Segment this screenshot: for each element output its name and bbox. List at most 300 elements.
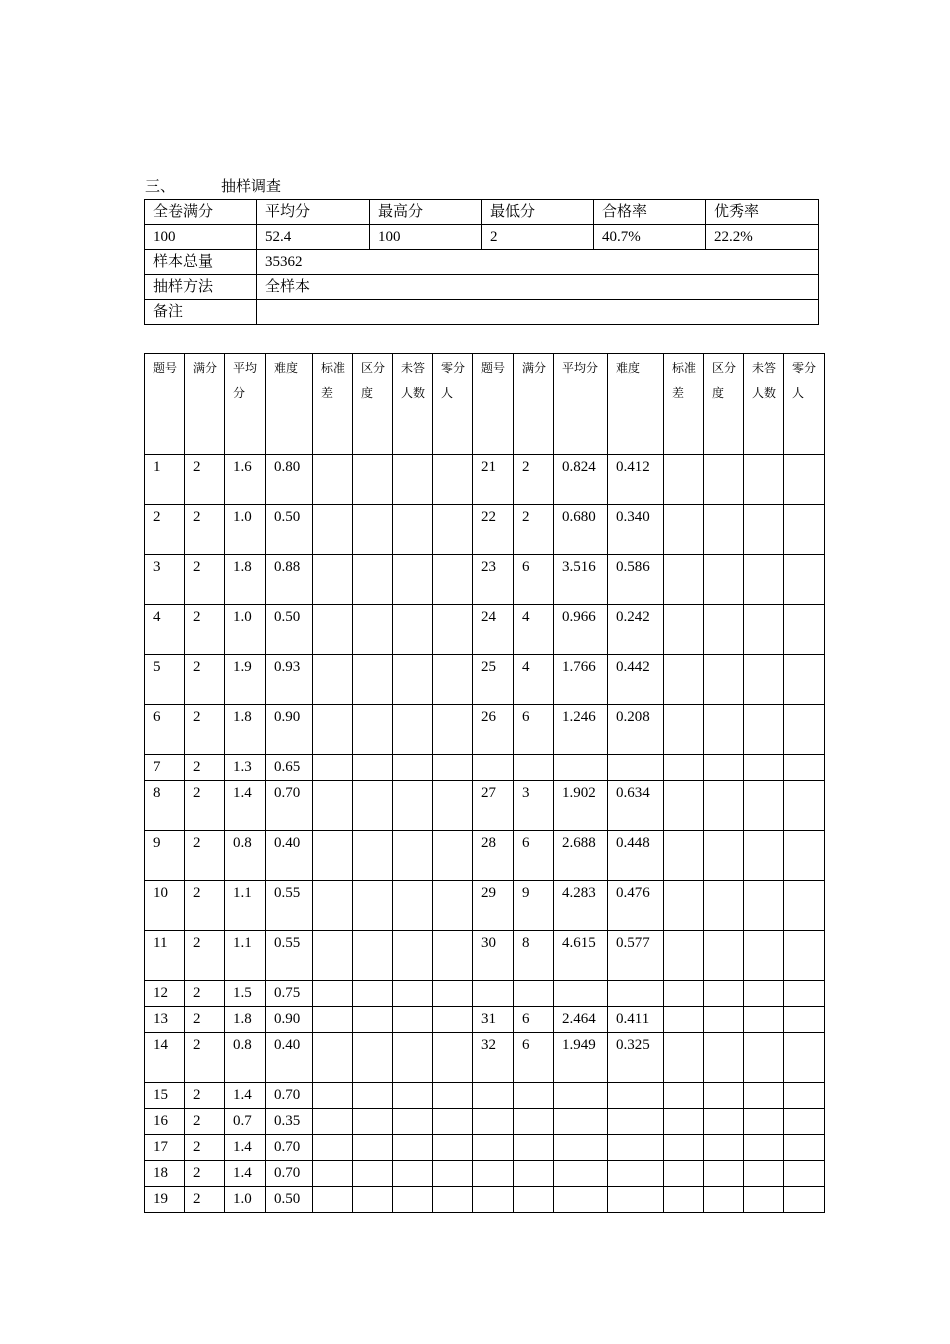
table-cell <box>664 655 704 705</box>
remarks-value <box>257 300 819 325</box>
table-cell: 10 <box>145 881 185 931</box>
table-cell <box>393 1007 433 1033</box>
table-cell <box>353 505 393 555</box>
detail-header-cell: 零分人 <box>433 354 473 455</box>
table-cell <box>393 1033 433 1083</box>
table-cell <box>664 881 704 931</box>
table-cell: 2 <box>185 931 225 981</box>
table-cell <box>393 755 433 781</box>
table-cell: 2 <box>185 1135 225 1161</box>
table-cell <box>313 881 353 931</box>
table-cell <box>784 1135 825 1161</box>
table-cell <box>704 831 744 881</box>
table-cell: 1.4 <box>225 781 266 831</box>
table-cell: 2 <box>514 505 554 555</box>
table-cell <box>784 1161 825 1187</box>
table-cell: 0.476 <box>608 881 664 931</box>
summary-value-cell: 100 <box>145 225 257 250</box>
table-row <box>145 705 825 755</box>
detail-header-cell: 区分度 <box>353 354 393 455</box>
detail-header-cell: 难度 <box>266 354 313 455</box>
table-cell <box>744 705 784 755</box>
table-cell <box>313 1083 353 1109</box>
table-cell <box>784 1007 825 1033</box>
table-cell <box>744 605 784 655</box>
table-cell <box>514 1083 554 1109</box>
sampling-method-value: 全样本 <box>257 275 819 300</box>
table-cell: 0.93 <box>266 655 313 705</box>
section-heading <box>145 177 281 197</box>
table-cell: 1.5 <box>225 981 266 1007</box>
table-cell <box>353 455 393 505</box>
table-cell: 1.902 <box>554 781 608 831</box>
table-cell <box>313 605 353 655</box>
detail-header-cell: 平均分 <box>225 354 266 455</box>
table-cell <box>704 455 744 505</box>
table-cell <box>433 981 473 1007</box>
table-cell <box>313 505 353 555</box>
table-cell: 12 <box>145 981 185 1007</box>
table-cell <box>433 781 473 831</box>
table-cell: 17 <box>145 1135 185 1161</box>
table-cell <box>554 1083 608 1109</box>
table-cell <box>784 881 825 931</box>
table-cell: 0.70 <box>266 1083 313 1109</box>
table-cell: 2 <box>185 1007 225 1033</box>
section-title: 抽样调查 <box>221 179 282 195</box>
table-cell: 4 <box>145 605 185 655</box>
table-cell: 4.615 <box>554 931 608 981</box>
sample-size-row <box>145 250 819 275</box>
table-row <box>145 1161 825 1187</box>
table-cell <box>313 755 353 781</box>
table-cell: 0.50 <box>266 505 313 555</box>
table-cell: 0.586 <box>608 555 664 605</box>
table-cell <box>744 1033 784 1083</box>
table-cell: 3.516 <box>554 555 608 605</box>
summary-value-cell: 52.4 <box>257 225 370 250</box>
table-cell <box>433 1161 473 1187</box>
table-cell: 30 <box>473 931 514 981</box>
table-cell <box>353 705 393 755</box>
table-cell <box>784 781 825 831</box>
table-cell <box>664 1083 704 1109</box>
table-cell: 1.1 <box>225 881 266 931</box>
table-cell: 0.50 <box>266 1187 313 1213</box>
table-cell <box>313 931 353 981</box>
table-cell: 4.283 <box>554 881 608 931</box>
table-cell: 6 <box>145 705 185 755</box>
table-row <box>145 605 825 655</box>
table-cell <box>313 455 353 505</box>
table-cell: 0.88 <box>266 555 313 605</box>
table-cell <box>608 981 664 1007</box>
table-cell <box>313 1187 353 1213</box>
table-cell: 2 <box>185 1083 225 1109</box>
table-cell: 7 <box>145 755 185 781</box>
table-cell: 6 <box>514 1007 554 1033</box>
sample-size-label: 样本总量 <box>145 250 257 275</box>
table-cell: 26 <box>473 705 514 755</box>
table-cell <box>393 931 433 981</box>
table-cell: 2 <box>185 1033 225 1083</box>
table-cell <box>313 655 353 705</box>
table-cell <box>608 1135 664 1161</box>
table-cell: 0.8 <box>225 831 266 881</box>
table-cell: 0.70 <box>266 1135 313 1161</box>
table-cell <box>664 455 704 505</box>
table-cell <box>704 1187 744 1213</box>
table-cell <box>473 981 514 1007</box>
table-cell <box>353 755 393 781</box>
table-cell <box>608 755 664 781</box>
remarks-label: 备注 <box>145 300 257 325</box>
table-cell <box>664 705 704 755</box>
table-cell <box>784 1033 825 1083</box>
table-cell: 0.577 <box>608 931 664 981</box>
section-number: 三、 <box>145 179 176 195</box>
table-cell <box>664 1161 704 1187</box>
table-cell <box>353 1109 393 1135</box>
table-cell <box>704 1007 744 1033</box>
table-cell: 4 <box>514 605 554 655</box>
table-cell <box>704 1135 744 1161</box>
table-cell <box>744 505 784 555</box>
table-cell: 16 <box>145 1109 185 1135</box>
table-cell <box>514 981 554 1007</box>
table-cell <box>433 655 473 705</box>
table-cell: 8 <box>145 781 185 831</box>
table-cell: 1.0 <box>225 1187 266 1213</box>
table-cell <box>473 1187 514 1213</box>
table-cell: 2 <box>514 455 554 505</box>
table-cell <box>353 831 393 881</box>
table-cell: 1 <box>145 455 185 505</box>
table-cell <box>608 1109 664 1135</box>
table-cell: 0.412 <box>608 455 664 505</box>
table-cell <box>744 931 784 981</box>
table-cell <box>744 1109 784 1135</box>
table-cell <box>704 555 744 605</box>
table-cell <box>313 781 353 831</box>
summary-header-cell: 全卷满分 <box>145 200 257 225</box>
table-cell: 1.8 <box>225 555 266 605</box>
summary-value-cell: 100 <box>370 225 482 250</box>
table-cell: 1.4 <box>225 1083 266 1109</box>
table-cell <box>784 1187 825 1213</box>
detail-header-row <box>145 354 825 455</box>
table-cell <box>353 1083 393 1109</box>
table-cell <box>744 1161 784 1187</box>
table-cell: 15 <box>145 1083 185 1109</box>
table-cell <box>554 1135 608 1161</box>
detail-header-cell: 满分 <box>514 354 554 455</box>
table-cell: 28 <box>473 831 514 881</box>
table-cell <box>784 1109 825 1135</box>
table-cell <box>313 1135 353 1161</box>
table-cell: 0.7 <box>225 1109 266 1135</box>
sampling-method-row <box>145 275 819 300</box>
table-cell <box>433 881 473 931</box>
table-cell <box>744 781 784 831</box>
table-cell: 1.1 <box>225 931 266 981</box>
table-cell <box>784 505 825 555</box>
table-cell <box>554 1187 608 1213</box>
table-row <box>145 931 825 981</box>
table-cell <box>704 1109 744 1135</box>
table-cell <box>608 1083 664 1109</box>
table-cell <box>433 1007 473 1033</box>
table-cell <box>744 831 784 881</box>
table-cell <box>704 655 744 705</box>
table-cell: 2 <box>185 1187 225 1213</box>
table-cell: 2 <box>185 1161 225 1187</box>
table-cell <box>744 455 784 505</box>
table-cell <box>664 981 704 1007</box>
table-cell <box>514 1187 554 1213</box>
table-cell: 0.90 <box>266 705 313 755</box>
table-cell <box>433 1135 473 1161</box>
table-cell: 1.6 <box>225 455 266 505</box>
table-cell: 2 <box>185 1109 225 1135</box>
table-cell <box>353 931 393 981</box>
table-row <box>145 755 825 781</box>
table-cell <box>393 705 433 755</box>
table-cell: 5 <box>145 655 185 705</box>
table-cell: 1.246 <box>554 705 608 755</box>
summary-header-cell: 优秀率 <box>706 200 819 225</box>
table-cell: 0.70 <box>266 1161 313 1187</box>
table-cell <box>664 555 704 605</box>
table-cell <box>664 781 704 831</box>
table-cell <box>473 1161 514 1187</box>
table-cell: 0.448 <box>608 831 664 881</box>
table-cell <box>704 1083 744 1109</box>
detail-header-cell: 标准差 <box>664 354 704 455</box>
table-cell: 2 <box>185 781 225 831</box>
table-cell: 1.8 <box>225 705 266 755</box>
table-cell <box>784 555 825 605</box>
table-cell <box>353 1161 393 1187</box>
table-row <box>145 1033 825 1083</box>
summary-value-cell: 40.7% <box>594 225 706 250</box>
table-cell: 2 <box>145 505 185 555</box>
table-cell <box>353 781 393 831</box>
table-cell <box>393 1083 433 1109</box>
table-cell <box>664 931 704 981</box>
table-cell <box>353 1007 393 1033</box>
detail-header-cell: 零分人 <box>784 354 825 455</box>
table-cell: 1.3 <box>225 755 266 781</box>
table-cell: 2 <box>185 605 225 655</box>
table-cell <box>704 505 744 555</box>
table-cell: 22 <box>473 505 514 555</box>
table-cell: 6 <box>514 1033 554 1083</box>
table-cell: 0.966 <box>554 605 608 655</box>
table-cell <box>784 655 825 705</box>
table-cell <box>393 1187 433 1213</box>
table-cell: 0.680 <box>554 505 608 555</box>
table-cell <box>704 755 744 781</box>
table-cell <box>353 1135 393 1161</box>
table-cell <box>784 705 825 755</box>
table-cell: 0.40 <box>266 831 313 881</box>
table-cell <box>704 981 744 1007</box>
table-cell: 2.688 <box>554 831 608 881</box>
table-cell <box>433 555 473 605</box>
table-cell: 3 <box>145 555 185 605</box>
table-cell <box>744 1187 784 1213</box>
table-cell <box>744 1135 784 1161</box>
table-row <box>145 555 825 605</box>
table-row <box>145 505 825 555</box>
table-cell <box>433 1187 473 1213</box>
table-cell: 0.442 <box>608 655 664 705</box>
table-cell <box>313 831 353 881</box>
detail-header-cell: 平均分 <box>554 354 608 455</box>
detail-header-cell: 未答人数 <box>744 354 784 455</box>
table-cell: 18 <box>145 1161 185 1187</box>
table-cell: 6 <box>514 831 554 881</box>
table-row <box>145 1109 825 1135</box>
table-cell <box>784 831 825 881</box>
table-cell <box>433 1083 473 1109</box>
table-cell: 2 <box>185 455 225 505</box>
table-cell <box>704 1161 744 1187</box>
table-cell <box>664 1033 704 1083</box>
table-cell <box>514 1161 554 1187</box>
table-cell: 2 <box>185 705 225 755</box>
table-cell <box>433 755 473 781</box>
detail-header-cell: 满分 <box>185 354 225 455</box>
table-cell: 13 <box>145 1007 185 1033</box>
table-cell <box>784 455 825 505</box>
table-cell: 0.340 <box>608 505 664 555</box>
table-cell <box>784 605 825 655</box>
table-row <box>145 831 825 881</box>
table-cell <box>554 981 608 1007</box>
table-cell <box>784 755 825 781</box>
table-cell: 2 <box>185 881 225 931</box>
table-cell: 2 <box>185 831 225 881</box>
summary-header-row <box>145 200 819 225</box>
table-cell <box>393 655 433 705</box>
table-cell: 8 <box>514 931 554 981</box>
table-cell: 0.55 <box>266 931 313 981</box>
table-cell: 0.242 <box>608 605 664 655</box>
table-cell: 31 <box>473 1007 514 1033</box>
table-cell <box>433 831 473 881</box>
table-cell: 0.75 <box>266 981 313 1007</box>
table-cell <box>744 655 784 705</box>
table-cell <box>433 931 473 981</box>
table-cell: 2 <box>185 555 225 605</box>
table-cell: 0.8 <box>225 1033 266 1083</box>
table-cell <box>704 605 744 655</box>
table-cell: 25 <box>473 655 514 705</box>
remarks-row <box>145 300 819 325</box>
table-cell <box>664 505 704 555</box>
table-row <box>145 655 825 705</box>
summary-header-cell: 合格率 <box>594 200 706 225</box>
table-cell <box>313 1161 353 1187</box>
table-cell <box>393 1161 433 1187</box>
table-cell: 1.0 <box>225 605 266 655</box>
table-cell <box>473 755 514 781</box>
table-cell <box>433 505 473 555</box>
table-cell: 1.766 <box>554 655 608 705</box>
table-cell: 0.90 <box>266 1007 313 1033</box>
table-cell: 0.35 <box>266 1109 313 1135</box>
table-cell <box>744 1007 784 1033</box>
table-cell: 0.40 <box>266 1033 313 1083</box>
table-cell <box>784 1083 825 1109</box>
table-cell <box>353 655 393 705</box>
table-cell: 6 <box>514 705 554 755</box>
table-cell: 0.824 <box>554 455 608 505</box>
table-cell: 0.55 <box>266 881 313 931</box>
table-row <box>145 1007 825 1033</box>
table-cell <box>608 1187 664 1213</box>
table-cell <box>744 981 784 1007</box>
table-cell <box>393 455 433 505</box>
table-cell <box>353 881 393 931</box>
table-cell: 4 <box>514 655 554 705</box>
table-cell <box>554 1161 608 1187</box>
table-cell: 14 <box>145 1033 185 1083</box>
detail-header-cell: 未答人数 <box>393 354 433 455</box>
table-cell <box>433 705 473 755</box>
table-cell: 1.9 <box>225 655 266 705</box>
table-cell: 2 <box>185 505 225 555</box>
detail-header-cell: 区分度 <box>704 354 744 455</box>
table-row <box>145 1135 825 1161</box>
table-cell: 1.0 <box>225 505 266 555</box>
table-row <box>145 981 825 1007</box>
table-cell <box>608 1161 664 1187</box>
table-cell <box>393 981 433 1007</box>
table-cell <box>313 1109 353 1135</box>
table-cell <box>393 1109 433 1135</box>
table-row <box>145 781 825 831</box>
table-cell <box>704 705 744 755</box>
table-cell: 2.464 <box>554 1007 608 1033</box>
table-cell: 0.65 <box>266 755 313 781</box>
summary-value-row <box>145 225 819 250</box>
table-cell <box>704 931 744 981</box>
table-cell: 0.80 <box>266 455 313 505</box>
table-cell <box>784 981 825 1007</box>
table-cell <box>704 781 744 831</box>
table-cell: 21 <box>473 455 514 505</box>
table-cell <box>353 555 393 605</box>
table-cell <box>393 831 433 881</box>
detail-header-cell: 标准差 <box>313 354 353 455</box>
table-cell: 1.949 <box>554 1033 608 1083</box>
table-cell: 19 <box>145 1187 185 1213</box>
table-cell: 0.325 <box>608 1033 664 1083</box>
table-cell <box>473 1083 514 1109</box>
table-cell <box>664 755 704 781</box>
table-cell: 6 <box>514 555 554 605</box>
table-cell: 32 <box>473 1033 514 1083</box>
table-cell <box>514 1109 554 1135</box>
table-cell: 2 <box>185 755 225 781</box>
table-cell <box>393 781 433 831</box>
sample-size-value: 35362 <box>257 250 819 275</box>
table-cell <box>744 555 784 605</box>
detail-header-cell: 难度 <box>608 354 664 455</box>
